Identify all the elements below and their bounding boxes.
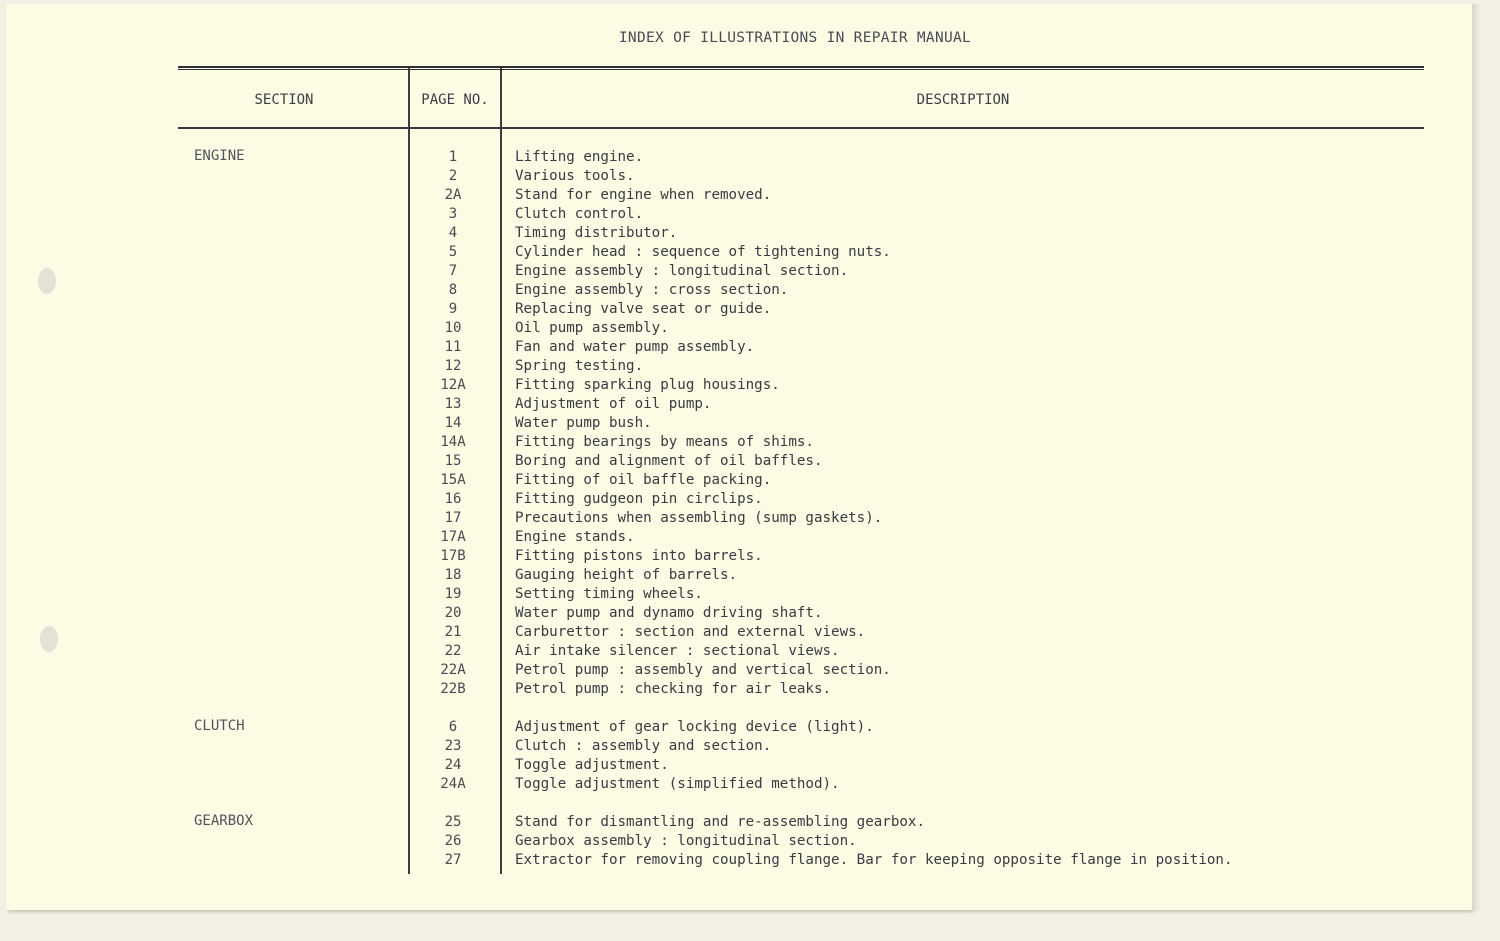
- illustration-description: Gauging height of barrels.: [515, 567, 738, 583]
- page-number: 21: [444, 624, 462, 640]
- illustration-description: Fitting gudgeon pin circlips.: [515, 491, 763, 507]
- page-number: 22: [444, 643, 462, 659]
- illustration-description: Cylinder head : sequence of tightening nuts.: [515, 244, 891, 260]
- illustration-description: Toggle adjustment (simplified method).: [515, 776, 840, 792]
- illustration-description: Boring and alignment of oil baffles.: [515, 453, 823, 469]
- page-number: 25: [444, 814, 462, 830]
- punch-hole-mark: [38, 268, 56, 294]
- page-number: 14A: [440, 434, 466, 450]
- paper-edge: [1472, 4, 1480, 910]
- punch-hole-mark: [40, 626, 58, 652]
- page-number: 12: [444, 358, 462, 374]
- illustration-description: Adjustment of oil pump.: [515, 396, 712, 412]
- illustration-description: Timing distributor.: [515, 225, 678, 241]
- illustration-description: Stand for dismantling and re-assembling gearbox.: [515, 814, 925, 830]
- page-number: 17: [444, 510, 462, 526]
- illustration-description: Fitting of oil baffle packing.: [515, 472, 772, 488]
- page-number: 13: [444, 396, 462, 412]
- illustration-description: Petrol pump : checking for air leaks.: [515, 681, 832, 697]
- page-number: 17A: [440, 529, 466, 545]
- page-number: 2A: [444, 187, 462, 203]
- illustration-description: Lifting engine.: [515, 149, 644, 165]
- header-page-no: PAGE NO.: [421, 92, 489, 108]
- illustration-description: Clutch control.: [515, 206, 644, 222]
- section-name: GEARBOX: [194, 813, 254, 829]
- page-number: 23: [444, 738, 462, 754]
- table-top-rule-thin: [178, 69, 1424, 70]
- illustration-description: Carburettor : section and external views.: [515, 624, 866, 640]
- header-rule: [178, 127, 1424, 129]
- page-number: 14: [444, 415, 462, 431]
- page-number: 8: [448, 282, 458, 298]
- illustration-description: Toggle adjustment.: [515, 757, 669, 773]
- page-number: 24A: [440, 776, 466, 792]
- illustration-description: Gearbox assembly : longitudinal section.: [515, 833, 857, 849]
- illustration-description: Replacing valve seat or guide.: [515, 301, 772, 317]
- section-name: CLUTCH: [194, 718, 245, 734]
- page-number: 22A: [440, 662, 466, 678]
- page-number: 5: [448, 244, 458, 260]
- page-number: 12A: [440, 377, 466, 393]
- illustration-description: Stand for engine when removed.: [515, 187, 772, 203]
- page-number: 15: [444, 453, 462, 469]
- page-number: 4: [448, 225, 458, 241]
- illustration-description: Fitting bearings by means of shims.: [515, 434, 814, 450]
- page-number: 10: [444, 320, 462, 336]
- illustration-description: Air intake silencer : sectional views.: [515, 643, 840, 659]
- illustration-description: Clutch : assembly and section.: [515, 738, 772, 754]
- page-number: 3: [448, 206, 458, 222]
- section-name: ENGINE: [194, 148, 245, 164]
- page-number: 2: [448, 168, 458, 184]
- column-divider: [500, 68, 502, 874]
- page-number: 9: [448, 301, 458, 317]
- page-number: 19: [444, 586, 462, 602]
- illustration-description: Precautions when assembling (sump gaskets).: [515, 510, 883, 526]
- page-number: 26: [444, 833, 462, 849]
- document-title: INDEX OF ILLUSTRATIONS IN REPAIR MANUAL: [618, 30, 972, 46]
- page-number: 11: [444, 339, 462, 355]
- page-number: 20: [444, 605, 462, 621]
- illustration-description: Adjustment of gear locking device (light).: [515, 719, 874, 735]
- page-number: 6: [448, 719, 458, 735]
- illustration-description: Water pump bush.: [515, 415, 652, 431]
- page-number: 22B: [440, 681, 466, 697]
- table-top-rule: [178, 66, 1424, 68]
- illustration-description: Fitting sparking plug housings.: [515, 377, 780, 393]
- illustration-description: Setting timing wheels.: [515, 586, 703, 602]
- header-description: DESCRIPTION: [916, 92, 1010, 108]
- column-divider: [408, 68, 410, 874]
- illustration-description: Water pump and dynamo driving shaft.: [515, 605, 823, 621]
- illustration-description: Petrol pump : assembly and vertical section.: [515, 662, 891, 678]
- illustration-description: Engine assembly : cross section.: [515, 282, 789, 298]
- illustration-description: Fitting pistons into barrels.: [515, 548, 763, 564]
- page-number: 15A: [440, 472, 466, 488]
- illustration-description: Spring testing.: [515, 358, 644, 374]
- illustration-description: Engine stands.: [515, 529, 635, 545]
- page-number: 7: [448, 263, 458, 279]
- page-number: 1: [448, 149, 458, 165]
- illustration-description: Various tools.: [515, 168, 635, 184]
- page-number: 16: [444, 491, 462, 507]
- illustration-description: Fan and water pump assembly.: [515, 339, 755, 355]
- illustration-description: Engine assembly : longitudinal section.: [515, 263, 849, 279]
- page-number: 17B: [440, 548, 466, 564]
- page-number: 24: [444, 757, 462, 773]
- page-number: 18: [444, 567, 462, 583]
- page-number: 27: [444, 852, 462, 868]
- header-section: SECTION: [254, 92, 314, 108]
- illustration-description: Extractor for removing coupling flange. Bar for keeping opposite flange in position.: [515, 852, 1233, 868]
- illustration-description: Oil pump assembly.: [515, 320, 669, 336]
